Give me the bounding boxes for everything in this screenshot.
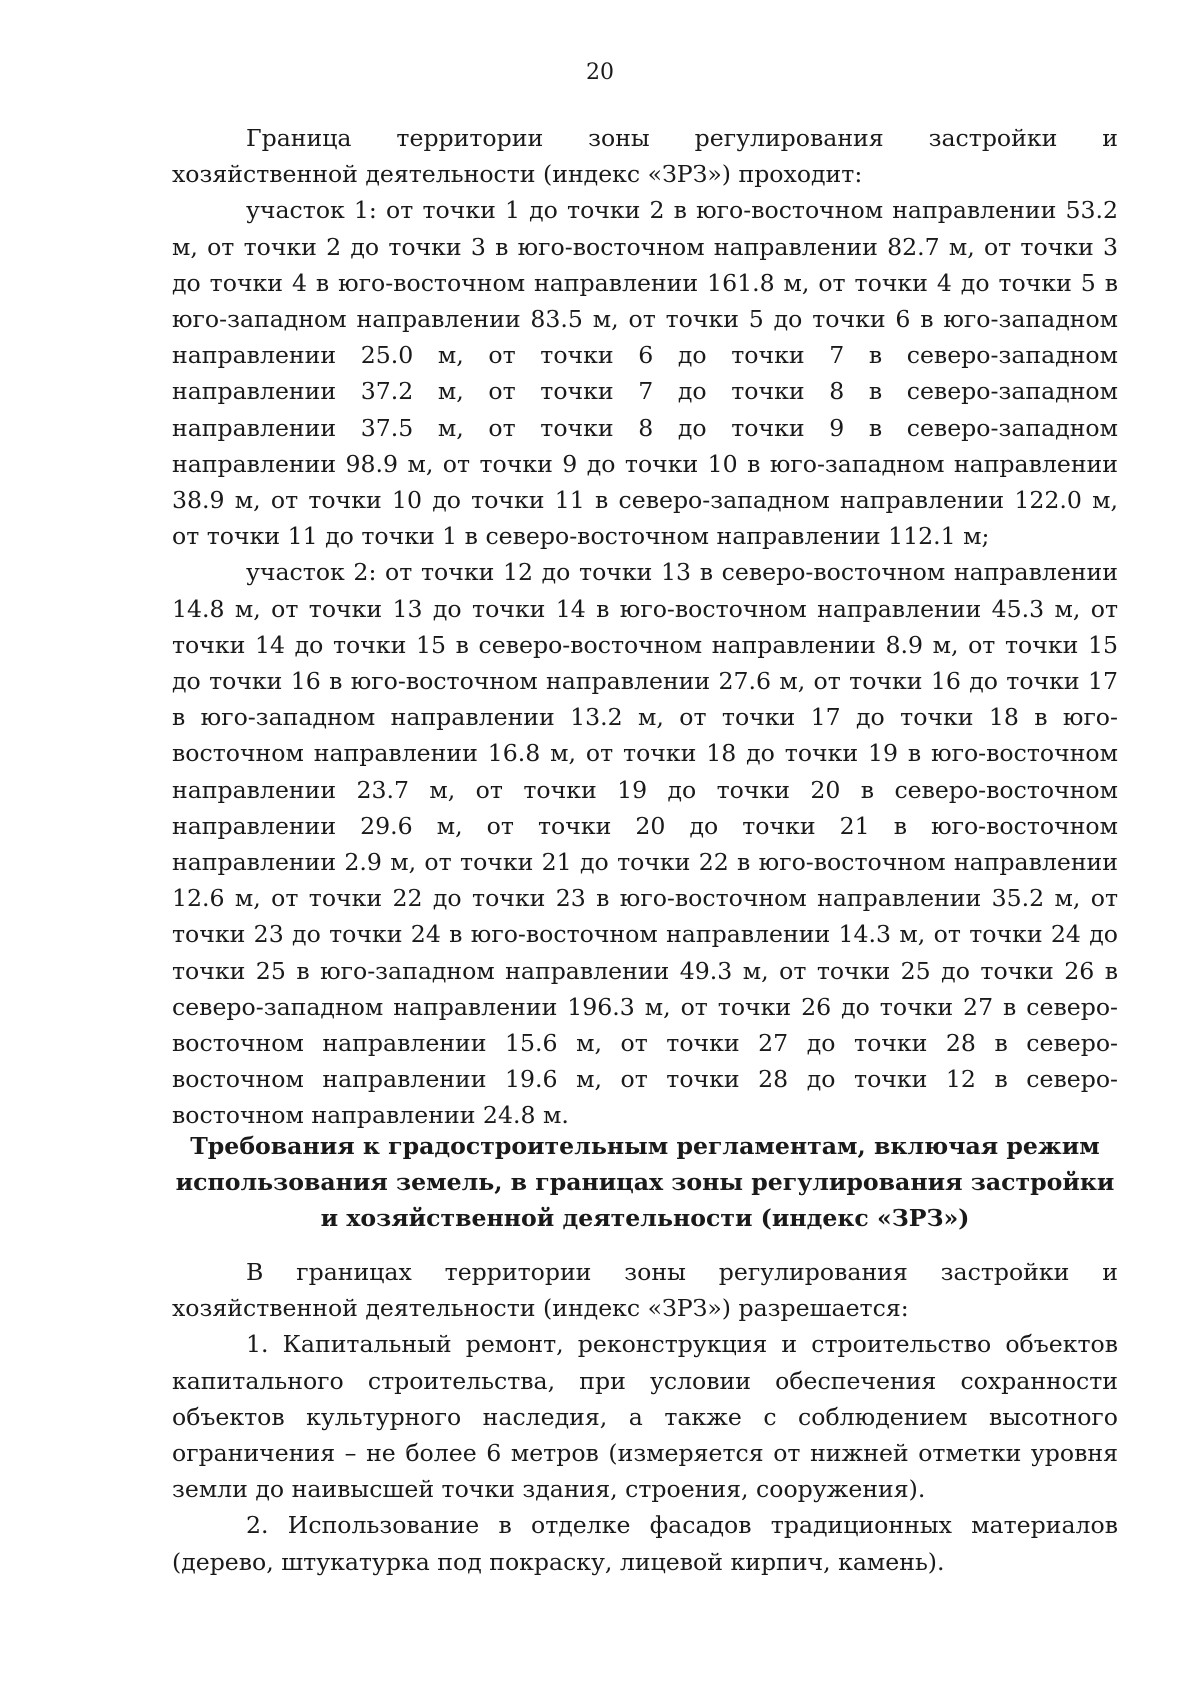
heading-line-3: и хозяйственной деятельности (индекс «ЗРЗ») bbox=[320, 1204, 970, 1233]
section-heading bbox=[172, 1128, 1118, 1237]
plot-2-paragraph: участок 2: от точки 12 до точки 13 в северо-восточном направлении 14.8 м, от точки 13 до точки 14 в юго-восточном направлении 45.3 м, от точки 14 до точки 15 в северо-восточном направлении 8.9 м, от точки 15 до точки 16 в юго-восточном направлении 27.6 м, от точки 16 до точки 17 в юго-западном направлении 13.2 м, от точки 17 до точки 18 в юго-восточном направлении 16.8 м, от точки 18 до точки 19 в юго-восточном направлении 23.7 м, от точки 19 до точки 20 в северо-восточном направлении 29.6 м, от точки 20 до точки 21 в юго-восточном направлении 2.9 м, от точки 21 до точки 22 в юго-восточном направлении 12.6 м, от точки 22 до точки 23 в юго-восточном направлении 35.2 м, от точки 23 до точки 24 в юго-восточном направлении 14.3 м, от точки 24 до точки 25 в юго-западном направлении 49.3 м, от точки 25 до точки 26 в северо-западном направлении 196.3 м, от точки 26 до точки 27 в северо-восточном направлении 15.6 м, от точки 27 до точки 28 в северо-восточном направлении 19.6 м, от точки 28 до точки 12 в северо-восточном направлении 24.8 м. bbox=[172, 558, 1118, 1130]
requirement-item-2: 2. Использование в отделке фасадов традиционных материалов (дерево, штукатурка под покраску, лицевой кирпич, камень). bbox=[172, 1511, 1118, 1576]
requirements-section bbox=[172, 1254, 1118, 1580]
heading-line-1: Требования к градостроительным регламентам, включая режим bbox=[190, 1132, 1100, 1160]
requirement-item-1: 1. Капитальный ремонт, реконструкция и строительство объектов капитального строительства, при условии обеспечения сохранности объектов культурного наследия, а также с соблюдением высотного ограничения – не более 6 метров (измеряется от нижней отметки уровня земли до наивысшей точки здания, строения, сооружения). bbox=[172, 1330, 1118, 1504]
plot-1-paragraph: участок 1: от точки 1 до точки 2 в юго-восточном направлении 53.2 м, от точки 2 до точки 3 в юго-восточном направлении 82.7 м, от точки 3 до точки 4 в юго-восточном направлении 161.8 м, от точки 4 до точки 5 в юго-западном направлении 83.5 м, от точки 5 до точки 6 в юго-западном направлении 25.0 м, от точки 6 до точки 7 в северо-западном направлении 37.2 м, от точки 7 до точки 8 в северо-западном направлении 37.5 м, от точки 8 до точки 9 в северо-западном направлении 98.9 м, от точки 9 до точки 10 в юго-западном направлении 38.9 м, от точки 10 до точки 11 в северо-западном направлении 122.0 м, от точки 11 до точки 1 в северо-восточном направлении 112.1 м; bbox=[172, 196, 1118, 551]
heading-line-2: использования земель, в границах зоны регулирования застройки bbox=[175, 1168, 1115, 1197]
boundary-intro-paragraph: Граница территории зоны регулирования застройки и хозяйственной деятельности (индекс «ЗРЗ») проходит: bbox=[172, 124, 1118, 189]
boundary-section bbox=[172, 120, 1118, 1134]
requirements-intro-paragraph: В границах территории зоны регулирования застройки и хозяйственной деятельности (индекс «ЗРЗ») разрешается: bbox=[172, 1258, 1118, 1323]
page-number: 20 bbox=[586, 60, 614, 85]
